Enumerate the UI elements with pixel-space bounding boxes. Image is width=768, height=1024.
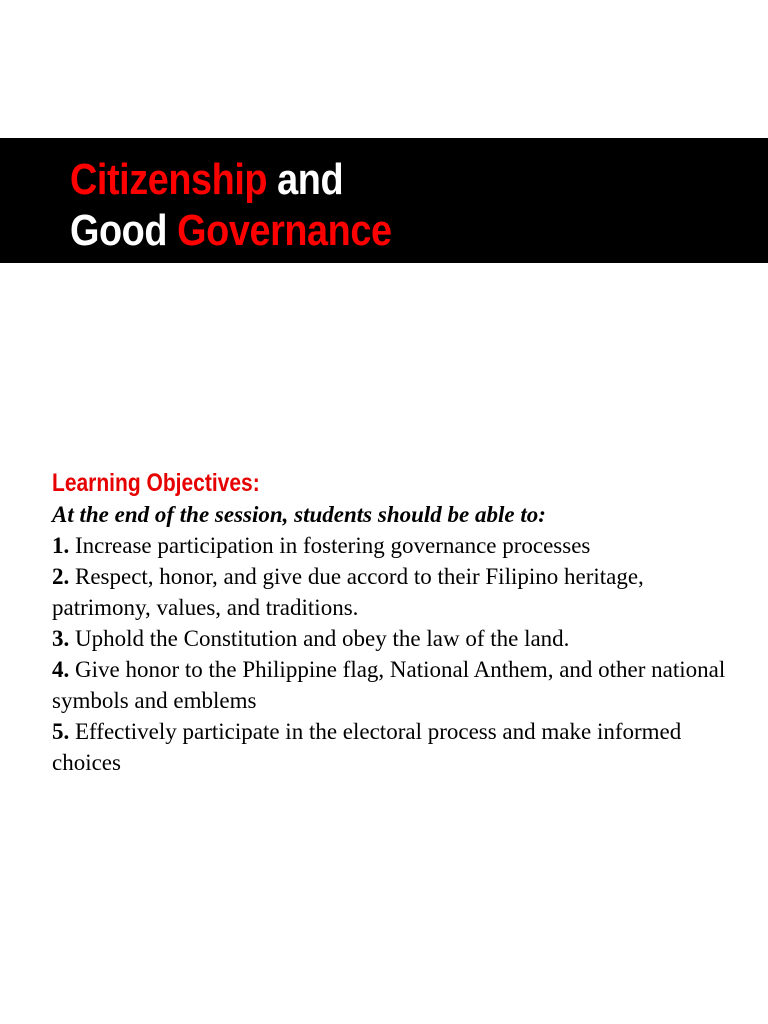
objective-text: Uphold the Constitution and obey the law of the land. [69, 626, 570, 651]
objective-item [52, 623, 742, 654]
title-accent-governance: Governance [177, 206, 392, 255]
learning-objectives-section [52, 466, 742, 778]
objective-item [52, 561, 742, 623]
objective-number: 3. [52, 626, 70, 651]
objective-item [52, 716, 742, 778]
objectives-heading: Learning Objectives: [52, 469, 260, 497]
title-banner [0, 138, 768, 263]
objective-item [52, 654, 742, 716]
objective-text: Give honor to the Philippine flag, National Anthem, and other national symbols and emblems [52, 657, 726, 713]
slide-title [70, 154, 392, 256]
title-good: Good [70, 206, 178, 255]
objective-text: Increase participation in fostering governance processes [69, 533, 591, 558]
objectives-intro: At the end of the session, students should be able to: [52, 502, 546, 527]
title-line-2 [70, 205, 392, 256]
objective-text: Effectively participate in the electoral process and make informed choices [52, 719, 682, 775]
title-and: and [267, 155, 344, 204]
objective-item [52, 530, 742, 561]
objective-number: 1. [52, 533, 70, 558]
title-line-1 [70, 154, 392, 205]
title-accent-citizenship: Citizenship [70, 155, 268, 204]
objective-number: 5. [52, 719, 70, 744]
objective-text: Respect, honor, and give due accord to their Filipino heritage, patrimony, values, and traditions. [52, 564, 644, 620]
objective-number: 4. [52, 657, 70, 682]
objective-number: 2. [52, 564, 70, 589]
objectives-list [52, 530, 742, 778]
